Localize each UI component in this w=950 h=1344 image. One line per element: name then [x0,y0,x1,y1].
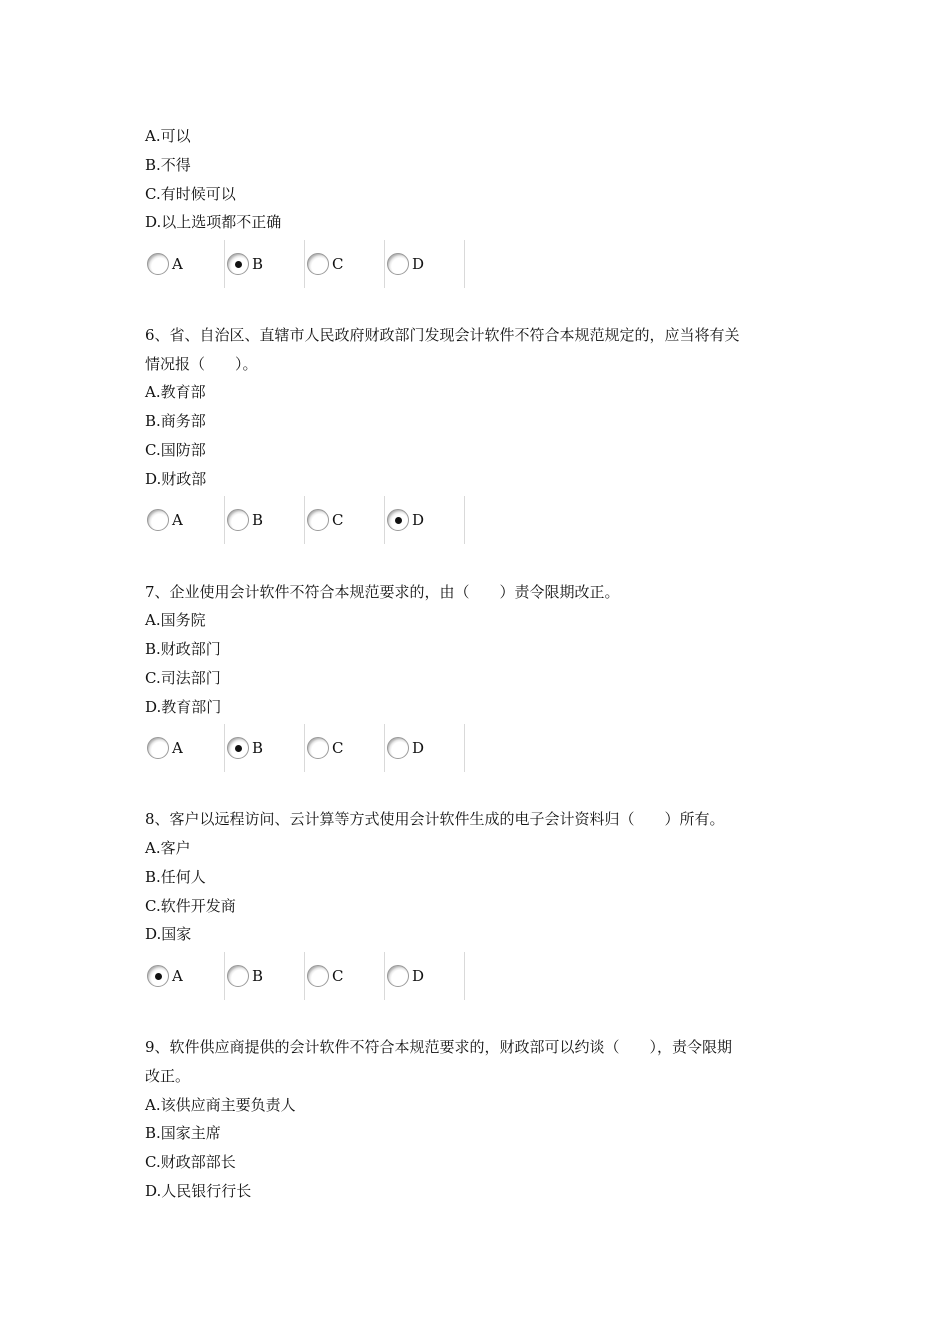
radio-circle-icon[interactable] [227,965,249,987]
q7-question: 7、企业使用会计软件不符合本规范要求的，由（ ）责令限期改正。 [145,583,620,601]
q8-option-b: B.任何人 [145,868,206,886]
q7-radio-b[interactable]: B [225,724,305,772]
radio-selected-icon[interactable] [227,737,249,759]
q8-radio-b[interactable]: B [225,952,305,1000]
q8-option-d: D.国家 [145,925,192,943]
q9-option-c: C.财政部部长 [145,1153,236,1171]
q8-radio-d[interactable]: D [385,952,465,1000]
q7-option-a: A.国务院 [145,611,206,629]
radio-selected-icon[interactable] [227,253,249,275]
q5-radio-a[interactable]: A [145,240,225,288]
q6-option-d: D.财政部 [145,470,207,488]
q5-option-d: D.以上选项都不正确 [145,213,282,231]
q6-option-a: A.教育部 [145,383,206,401]
radio-selected-icon[interactable] [387,509,409,531]
q5-option-a: A.可以 [145,127,191,145]
q5-radio-c[interactable]: C [305,240,385,288]
q6-question-cont: 情况报（ ）。 [145,355,258,373]
q7-answer-group [145,724,465,772]
q6-option-c: C.国防部 [145,441,206,459]
q7-radio-c[interactable]: C [305,724,385,772]
radio-circle-icon[interactable] [307,737,329,759]
q5-option-c: C.有时候可以 [145,185,236,203]
radio-circle-icon[interactable] [227,509,249,531]
q8-answer-group [145,952,465,1000]
q6-answer-group [145,496,465,544]
q9-question: 9、软件供应商提供的会计软件不符合本规范要求的，财政部可以约谈（ ），责令限期 [145,1038,733,1056]
q9-option-a: A.该供应商主要负责人 [145,1096,296,1114]
q9-option-b: B.国家主席 [145,1124,221,1142]
q6-radio-d[interactable]: D [385,496,465,544]
radio-circle-icon[interactable] [387,737,409,759]
q8-option-c: C.软件开发商 [145,897,236,915]
q9-option-d: D.人民银行行长 [145,1182,252,1200]
q7-option-c: C.司法部门 [145,669,221,687]
q7-option-d: D.教育部门 [145,698,222,716]
radio-circle-icon[interactable] [147,509,169,531]
q5-radio-b[interactable]: B [225,240,305,288]
q7-radio-a[interactable]: A [145,724,225,772]
q5-answer-group [145,240,465,288]
radio-circle-icon[interactable] [147,737,169,759]
q8-option-a: A.客户 [145,839,191,857]
radio-circle-icon[interactable] [307,965,329,987]
q6-option-b: B.商务部 [145,412,206,430]
q5-option-b: B.不得 [145,156,191,174]
radio-circle-icon[interactable] [147,253,169,275]
radio-circle-icon[interactable] [307,253,329,275]
radio-circle-icon[interactable] [307,509,329,531]
q6-radio-c[interactable]: C [305,496,385,544]
radio-selected-icon[interactable] [147,965,169,987]
q8-question: 8、客户以远程访问、云计算等方式使用会计软件生成的电子会计资料归（ ）所有。 [145,810,725,828]
q6-radio-a[interactable]: A [145,496,225,544]
q8-radio-c[interactable]: C [305,952,385,1000]
radio-circle-icon[interactable] [387,253,409,275]
q6-question: 6、省、自治区、直辖市人民政府财政部门发现会计软件不符合本规范规定的，应当将有关 [145,326,740,344]
q7-option-b: B.财政部门 [145,640,221,658]
q8-radio-a[interactable]: A [145,952,225,1000]
q7-radio-d[interactable]: D [385,724,465,772]
q9-question-cont: 改正。 [145,1067,191,1085]
radio-circle-icon[interactable] [387,965,409,987]
q6-radio-b[interactable]: B [225,496,305,544]
q5-radio-d[interactable]: D [385,240,465,288]
